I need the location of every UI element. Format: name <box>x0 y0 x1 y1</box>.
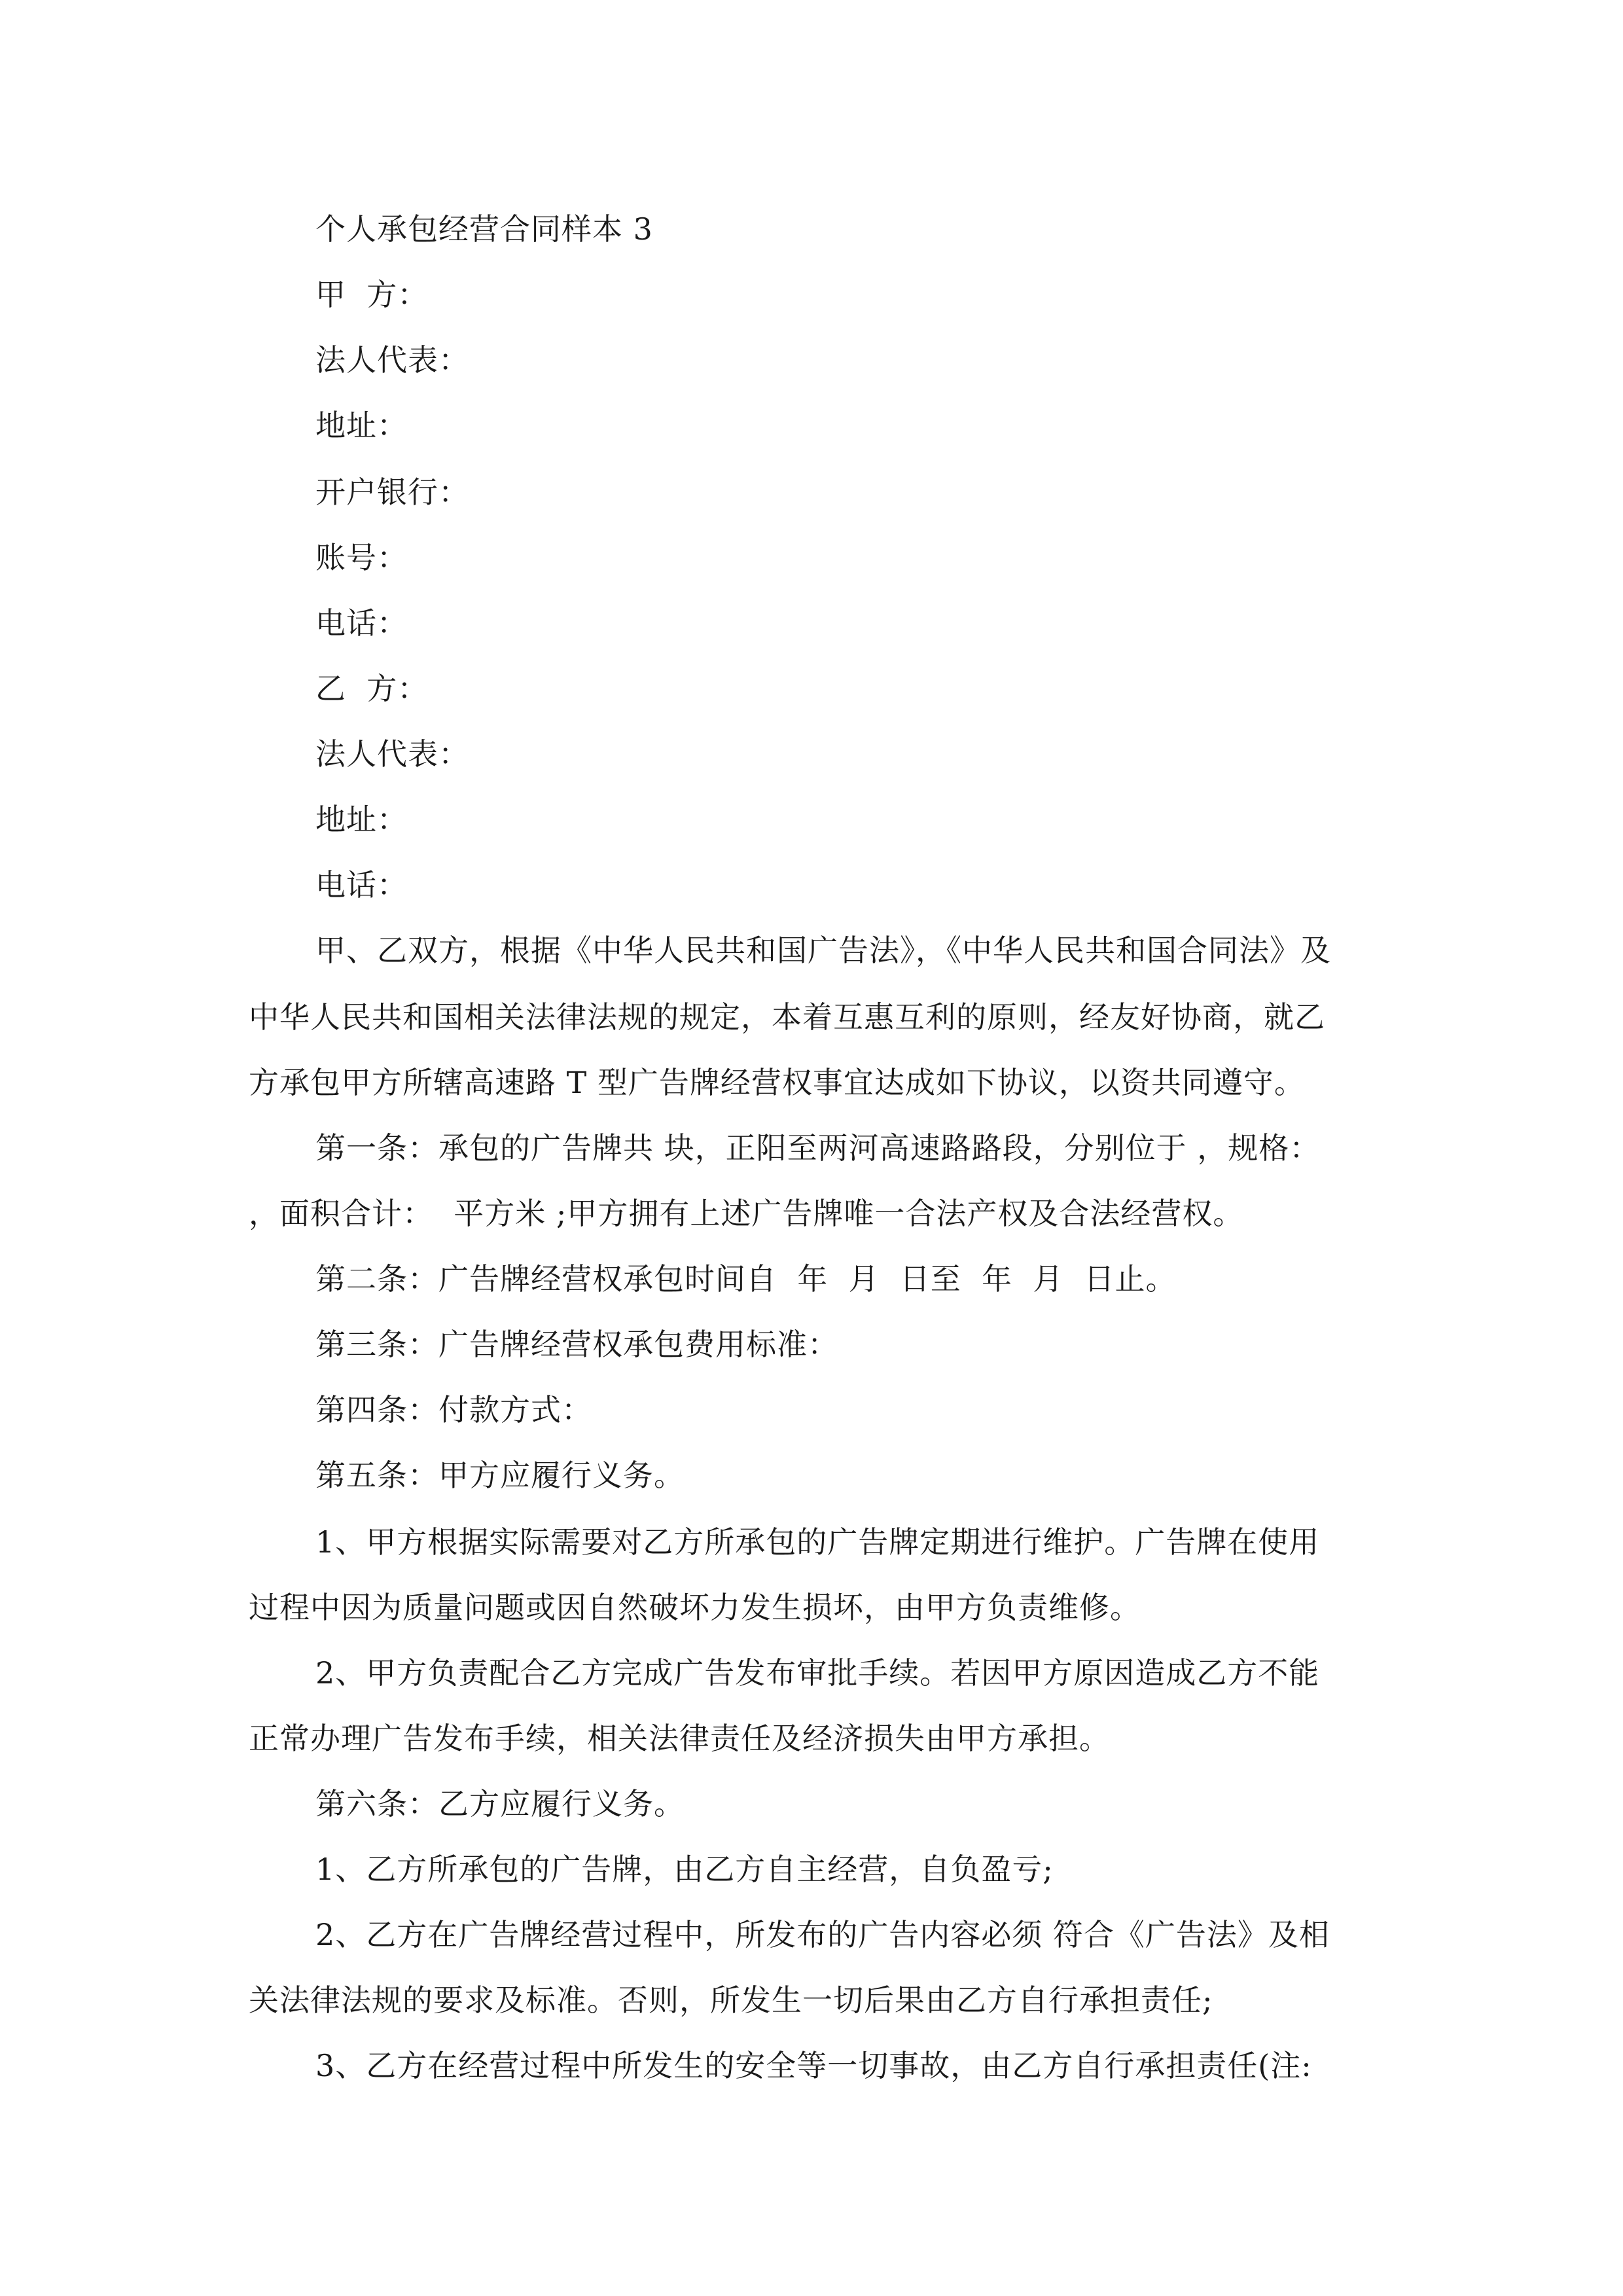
article6: 第六条：乙方应履行义务。 <box>315 1786 685 1821</box>
article1-line-2: ，面积合计： 平方米 ;甲方拥有上述广告牌唯一合法产权及合法经营权。 <box>249 1196 1244 1231</box>
article5-item1-line-2: 过程中因为质量问题或因自然破坏力发生损坏，由甲方负责维修。 <box>249 1590 1141 1625</box>
party-a-bank: 开户银行： <box>315 475 469 510</box>
article2: 第二条：广告牌经营权承包时间自 年 月 日至 年 月 日止。 <box>315 1261 1177 1297</box>
party-a-address: 地址： <box>315 408 408 443</box>
party-a-label: 甲 方： <box>315 277 429 312</box>
party-a-legal-rep: 法人代表： <box>315 342 469 378</box>
party-b-legal-rep: 法人代表： <box>315 736 469 772</box>
article1-line-1: 第一条：承包的广告牌共 块，正阳至两河高速路路段，分别位于 ，规格： <box>315 1130 1321 1166</box>
article6-item1: 1、乙方所承包的广告牌，由乙方自主经营，自负盈亏; <box>315 1852 1054 1887</box>
article5-item1-line-1: 1、甲方根据实际需要对乙方所承包的广告牌定期进行维护。广告牌在使用 <box>315 1524 1320 1560</box>
article6-item2-line-1: 2、乙方在广告牌经营过程中，所发布的广告内容必须 符合《广告法》及相 <box>315 1917 1330 1952</box>
intro-line-3: 方承包甲方所辖高速路 T 型广告牌经营权事宜达成如下协议，以资共同遵守。 <box>249 1065 1305 1100</box>
article6-item3: 3、乙方在经营过程中所发生的安全等一切事故，由乙方自行承担责任(注: <box>315 2048 1312 2083</box>
document-title: 个人承包经营合同样本 3 <box>315 211 653 247</box>
intro-line-1: 甲、乙双方，根据《中华人民共和国广告法》，《中华人民共和国合同法》及 <box>315 933 1331 968</box>
article5-item2-line-1: 2、甲方负责配合乙方完成广告发布审批手续。若因甲方原因造成乙方不能 <box>315 1655 1320 1691</box>
intro-line-2: 中华人民共和国相关法律法规的规定，本着互惠互利的原则，经友好协商，就乙 <box>249 999 1325 1035</box>
party-a-phone: 电话： <box>315 605 408 641</box>
party-b-address: 地址： <box>315 802 408 837</box>
article5: 第五条：甲方应履行义务。 <box>315 1458 685 1493</box>
article4: 第四条：付款方式： <box>315 1392 592 1427</box>
party-b-label: 乙 方： <box>315 671 429 706</box>
party-a-account: 账号： <box>315 540 408 575</box>
article5-item2-line-2: 正常办理广告发布手续，相关法律责任及经济损失由甲方承担。 <box>249 1721 1110 1756</box>
article6-item2-line-2: 关法律法规的要求及标准。否则，所发生一切后果由乙方自行承担责任; <box>249 1982 1213 2018</box>
party-b-phone: 电话： <box>315 867 408 903</box>
article3: 第三条：广告牌经营权承包费用标准： <box>315 1327 838 1362</box>
